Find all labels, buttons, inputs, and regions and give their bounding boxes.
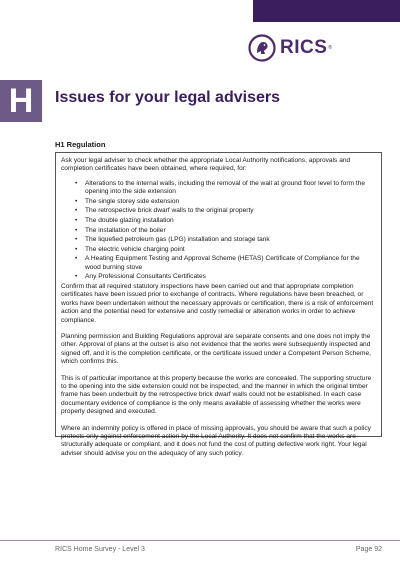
rics-logo [248,34,333,62]
list-item: • Any Professional Consultants Certificates [75,273,376,281]
indemnity-paragraph: Where an indemnity policy is offered in place of missing approvals, you should be aware that such a policy protects only against enforcement action by the Local Authority. It does not confirm that the works are structurally adequate or compliant, and it does not fund the cost of putting defective work right. Your legal adviser should advise you on the adequacy of any such policy. [61,424,371,457]
list-item: • The double glazing installation [75,217,376,225]
footer-document-title: RICS Home Survey - Level 3 [55,546,145,553]
regulation-content-box [55,152,382,457]
compliance-paragraph: Confirm that all required statutory inspections have been carried out and that appropriate completion certificates have been issued prior to exchange of contracts. Where regulations have been breached, or works have been undertaken without the necessary approvals or certification, there is a risk of enforcement action and the potential need for extensive and costly remedial or alteration works in order to achieve compliance. [61,282,374,324]
page-title: Issues for your legal advisers [55,89,280,106]
header-accent-bar [253,0,400,22]
planning-paragraph: Planning permission and Building Regulations approval are separate consents and one does not imply the other. Approval of plans at the outset is also not evidence that the works were subsequently inspected and signed off, and it is the completion certificate, or the certificate issued under a Competent Person Scheme, which confirms this. [61,333,371,366]
intro-paragraph: Ask your legal adviser to check whether the appropriate Local Authority notifications, approvals and completion certificates have been obtained, where required, for: [61,157,351,173]
section-letter: H [8,82,34,120]
list-item: • The electric vehicle charging point [75,246,376,254]
section-letter-badge [0,80,42,122]
logo-wordmark: RICS [280,37,328,58]
footer-divider [0,540,400,541]
list-item: • The liquefied petroleum gas (LPG) installation and storage tank [75,236,376,244]
list-item: • The single storey side extension [75,198,376,206]
approvals-list [75,180,376,282]
list-item: • The retrospective brick dwarf walls to the original property [75,207,376,215]
lion-emblem-icon [248,34,276,62]
concealed-works-paragraph: This is of particular importance at this property because the works are concealed. The supporting structure to the opening into the side extension could not be inspected, and the manner in which the original timber frame has been underbuilt by the retrospective brick dwarf walls could not be established. In each case documentary evidence of compliance is the only means available of assessing whether the works were properly designed and executed. [61,374,372,416]
logo-registered-mark: ® [328,45,333,51]
list-item: • The installation of the boiler [75,227,376,235]
section-subheading: H1 Regulation [55,140,106,149]
page-number: Page 92 [355,546,382,553]
list-item: • A Heating Equipment Testing and Approval Scheme (HETAS) Certificate of Compliance for the wood burning stove [75,255,376,272]
list-item: • Alterations to the internal walls, including the removal of the wall at ground floor level to form the opening into the side extension [75,180,376,197]
